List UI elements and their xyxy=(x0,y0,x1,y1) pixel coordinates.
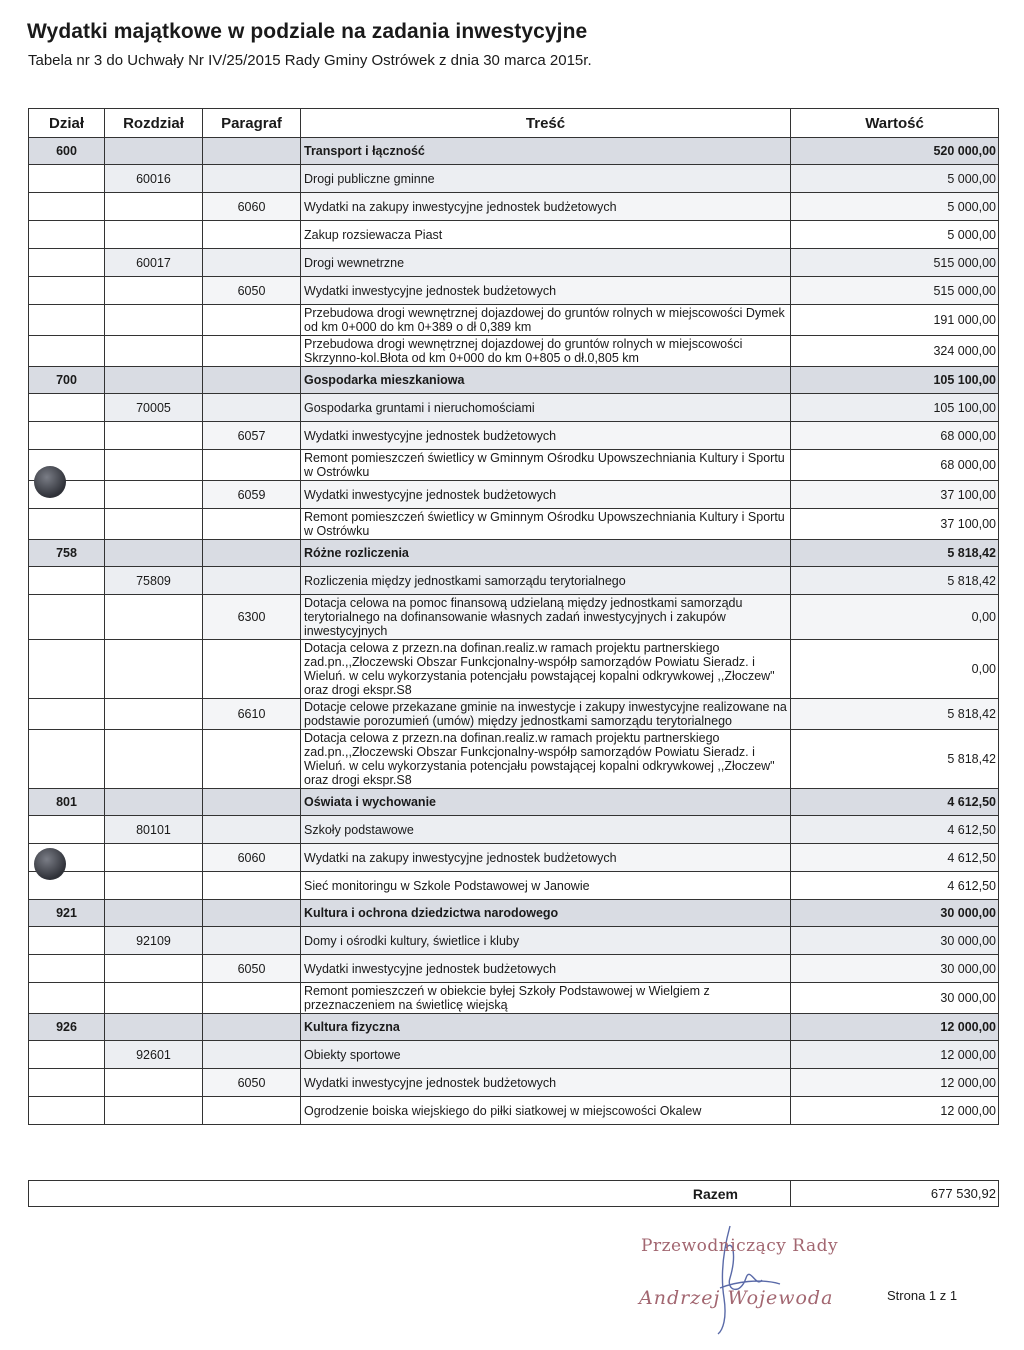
empty-cell xyxy=(203,540,301,567)
empty-cell xyxy=(105,595,203,640)
empty-cell xyxy=(105,138,203,165)
row-description: Sieć monitoringu w Szkole Podstawowej w Janowie xyxy=(301,872,791,900)
header-tresc: Treść xyxy=(301,109,791,138)
row-value: 5 818,42 xyxy=(791,730,999,789)
row-description: Kultura fizyczna xyxy=(301,1014,791,1041)
empty-cell xyxy=(203,138,301,165)
empty-cell xyxy=(203,249,301,277)
table-row xyxy=(29,730,999,789)
empty-cell xyxy=(203,900,301,927)
empty-cell xyxy=(29,221,105,249)
row-value: 12 000,00 xyxy=(791,1069,999,1097)
empty-cell xyxy=(105,450,203,481)
total-table xyxy=(28,1180,999,1207)
empty-cell xyxy=(29,336,105,367)
rozdzial-code: 70005 xyxy=(105,394,203,422)
header-wartosc: Wartość xyxy=(791,109,999,138)
header-dzial: Dział xyxy=(29,109,105,138)
row-description: Ogrodzenie boiska wiejskiego do piłki siatkowej w miejscowości Okalew xyxy=(301,1097,791,1125)
paragraf-code: 6050 xyxy=(203,277,301,305)
row-value: 191 000,00 xyxy=(791,305,999,336)
row-value: 30 000,00 xyxy=(791,900,999,927)
empty-cell xyxy=(203,789,301,816)
dzial-code: 700 xyxy=(29,367,105,394)
row-description: Wydatki na zakupy inwestycyjne jednostek budżetowych xyxy=(301,193,791,221)
empty-cell xyxy=(105,699,203,730)
empty-cell xyxy=(203,983,301,1014)
table-row xyxy=(29,249,999,277)
page-number: Strona 1 z 1 xyxy=(887,1288,958,1303)
empty-cell xyxy=(105,1069,203,1097)
empty-cell xyxy=(203,730,301,789)
empty-cell xyxy=(105,305,203,336)
paragraf-code: 6060 xyxy=(203,193,301,221)
row-description: Dotacja celowa z przezn.na dofinan.realiz.w ramach projektu partnerskiego zad.pn.,,Złoczewski Obszar Funkcjonalny-współp samorządów Powiatu Sieradz. i Wieluń. w celu wykorzystania potencjału powstającej kopalni odkrywkowej ,,Złoczew" oraz drogi ekspr.S8 xyxy=(301,730,791,789)
row-description: Remont pomieszczeń świetlicy w Gminnym Ośrodku Upowszechniania Kultury i Sportu w Ostrówku xyxy=(301,509,791,540)
table-row xyxy=(29,640,999,699)
table-row xyxy=(29,394,999,422)
table-row xyxy=(29,1041,999,1069)
dzial-code: 921 xyxy=(29,900,105,927)
row-description: Remont pomieszczeń świetlicy w Gminnym Ośrodku Upowszechniania Kultury i Sportu w Ostrówku xyxy=(301,450,791,481)
dzial-code: 600 xyxy=(29,138,105,165)
table-row xyxy=(29,1014,999,1041)
table-row xyxy=(29,1069,999,1097)
empty-cell xyxy=(29,567,105,595)
rozdzial-code: 60017 xyxy=(105,249,203,277)
empty-cell xyxy=(203,221,301,249)
paragraf-code: 6060 xyxy=(203,844,301,872)
table-row xyxy=(29,481,999,509)
document-subtitle: Tabela nr 3 do Uchwały Nr IV/25/2015 Rady Gminy Ostrówek z dnia 30 marca 2015r. xyxy=(28,52,592,69)
empty-cell xyxy=(29,1069,105,1097)
signature-name: Andrzej Wojewoda xyxy=(639,1287,834,1309)
row-description: Rozliczenia między jednostkami samorządu terytorialnego xyxy=(301,567,791,595)
row-description: Wydatki inwestycyjne jednostek budżetowych xyxy=(301,1069,791,1097)
table-header-row xyxy=(29,109,999,138)
row-description: Dotacje celowe przekazane gminie na inwestycje i zakupy inwestycyjne realizowane na podstawie porozumień (umów) między jednostkami samorządu terytorialnego xyxy=(301,699,791,730)
empty-cell xyxy=(105,640,203,699)
empty-cell xyxy=(29,193,105,221)
row-value: 4 612,50 xyxy=(791,872,999,900)
empty-cell xyxy=(203,640,301,699)
rozdzial-code: 92109 xyxy=(105,927,203,955)
row-value: 105 100,00 xyxy=(791,367,999,394)
row-value: 30 000,00 xyxy=(791,955,999,983)
paragraf-code: 6050 xyxy=(203,955,301,983)
table-row xyxy=(29,983,999,1014)
row-value: 30 000,00 xyxy=(791,927,999,955)
row-value: 5 818,42 xyxy=(791,540,999,567)
table-row xyxy=(29,277,999,305)
empty-cell xyxy=(203,1041,301,1069)
empty-cell xyxy=(105,1014,203,1041)
empty-cell xyxy=(105,221,203,249)
rozdzial-code: 60016 xyxy=(105,165,203,193)
row-description: Drogi wewnetrzne xyxy=(301,249,791,277)
empty-cell xyxy=(105,509,203,540)
row-description: Wydatki inwestycyjne jednostek budżetowych xyxy=(301,277,791,305)
empty-cell xyxy=(105,789,203,816)
table-row xyxy=(29,221,999,249)
empty-cell xyxy=(203,1014,301,1041)
table-row xyxy=(29,1097,999,1125)
row-description: Wydatki inwestycyjne jednostek budżetowych xyxy=(301,481,791,509)
table-row xyxy=(29,844,999,872)
row-value: 4 612,50 xyxy=(791,816,999,844)
table-row xyxy=(29,305,999,336)
budget-table xyxy=(28,108,999,1125)
row-value: 30 000,00 xyxy=(791,983,999,1014)
row-description: Zakup rozsiewacza Piast xyxy=(301,221,791,249)
row-description: Wydatki na zakupy inwestycyjne jednostek budżetowych xyxy=(301,844,791,872)
empty-cell xyxy=(203,816,301,844)
row-description: Wydatki inwestycyjne jednostek budżetowych xyxy=(301,422,791,450)
table-row xyxy=(29,699,999,730)
empty-cell xyxy=(29,595,105,640)
table-row xyxy=(29,422,999,450)
dzial-code: 801 xyxy=(29,789,105,816)
empty-cell xyxy=(29,277,105,305)
empty-cell xyxy=(203,509,301,540)
table-row xyxy=(29,367,999,394)
rozdzial-code: 75809 xyxy=(105,567,203,595)
empty-cell xyxy=(29,165,105,193)
header-rozdzial: Rozdział xyxy=(105,109,203,138)
row-description: Kultura i ochrona dziedzictwa narodowego xyxy=(301,900,791,927)
row-value: 105 100,00 xyxy=(791,394,999,422)
row-value: 12 000,00 xyxy=(791,1014,999,1041)
row-value: 515 000,00 xyxy=(791,277,999,305)
table-row xyxy=(29,138,999,165)
empty-cell xyxy=(203,927,301,955)
dzial-code: 758 xyxy=(29,540,105,567)
row-value: 5 000,00 xyxy=(791,165,999,193)
empty-cell xyxy=(203,567,301,595)
table-row xyxy=(29,450,999,481)
empty-cell xyxy=(105,277,203,305)
total-label: Razem xyxy=(29,1181,791,1207)
row-description: Transport i łączność xyxy=(301,138,791,165)
table-row xyxy=(29,336,999,367)
empty-cell xyxy=(105,900,203,927)
total-value: 677 530,92 xyxy=(791,1181,999,1207)
empty-cell xyxy=(29,955,105,983)
header-paragraf: Paragraf xyxy=(203,109,301,138)
row-value: 0,00 xyxy=(791,640,999,699)
row-description: Dotacja celowa na pomoc finansową udzielaną między jednostkami samorządu terytorialnego na dofinansowanie własnych zadań inwestycyjnych i zakupów inwestycyjnych xyxy=(301,595,791,640)
rozdzial-code: 80101 xyxy=(105,816,203,844)
document-title: Wydatki majątkowe w podziale na zadania inwestycyjne xyxy=(27,20,588,43)
empty-cell xyxy=(29,422,105,450)
table-row xyxy=(29,509,999,540)
row-value: 4 612,50 xyxy=(791,789,999,816)
punch-hole-mark xyxy=(34,466,66,498)
row-value: 37 100,00 xyxy=(791,481,999,509)
empty-cell xyxy=(105,730,203,789)
row-value: 324 000,00 xyxy=(791,336,999,367)
row-value: 12 000,00 xyxy=(791,1041,999,1069)
budget-table-body xyxy=(29,138,999,1125)
row-description: Przebudowa drogi wewnętrznej dojazdowej do gruntów rolnych w miejscowości Skrzynno-kol.Błota od km 0+000 do km 0+805 o dł.0,805 km xyxy=(301,336,791,367)
row-description: Gospodarka mieszkaniowa xyxy=(301,367,791,394)
row-description: Różne rozliczenia xyxy=(301,540,791,567)
row-description: Oświata i wychowanie xyxy=(301,789,791,816)
empty-cell xyxy=(203,165,301,193)
empty-cell xyxy=(29,249,105,277)
empty-cell xyxy=(29,394,105,422)
empty-cell xyxy=(203,305,301,336)
empty-cell xyxy=(29,509,105,540)
row-description: Domy i ośrodki kultury, świetlice i kluby xyxy=(301,927,791,955)
dzial-code: 926 xyxy=(29,1014,105,1041)
paragraf-code: 6300 xyxy=(203,595,301,640)
empty-cell xyxy=(105,540,203,567)
empty-cell xyxy=(29,1041,105,1069)
row-value: 5 818,42 xyxy=(791,567,999,595)
empty-cell xyxy=(105,872,203,900)
row-description: Remont pomieszczeń w obiekcie byłej Szkoły Podstawowej w Wielgiem z przeznaczeniem na świetlicę wiejską xyxy=(301,983,791,1014)
table-row xyxy=(29,595,999,640)
paragraf-code: 6057 xyxy=(203,422,301,450)
row-description: Wydatki inwestycyjne jednostek budżetowych xyxy=(301,955,791,983)
empty-cell xyxy=(203,367,301,394)
row-value: 68 000,00 xyxy=(791,422,999,450)
empty-cell xyxy=(203,872,301,900)
table-row xyxy=(29,193,999,221)
empty-cell xyxy=(29,699,105,730)
punch-hole-mark xyxy=(34,848,66,880)
table-row xyxy=(29,816,999,844)
table-row xyxy=(29,789,999,816)
row-value: 515 000,00 xyxy=(791,249,999,277)
table-row xyxy=(29,955,999,983)
row-value: 5 000,00 xyxy=(791,193,999,221)
empty-cell xyxy=(29,1097,105,1125)
empty-cell xyxy=(105,422,203,450)
table-row xyxy=(29,567,999,595)
row-description: Przebudowa drogi wewnętrznej dojazdowej do gruntów rolnych w miejscowości Dymek od km 0+000 do km 0+389 o dł 0,389 km xyxy=(301,305,791,336)
row-description: Obiekty sportowe xyxy=(301,1041,791,1069)
table-row xyxy=(29,927,999,955)
empty-cell xyxy=(203,394,301,422)
row-description: Gospodarka gruntami i nieruchomościami xyxy=(301,394,791,422)
row-description: Drogi publiczne gminne xyxy=(301,165,791,193)
paragraf-code: 6059 xyxy=(203,481,301,509)
empty-cell xyxy=(105,336,203,367)
table-row xyxy=(29,540,999,567)
empty-cell xyxy=(105,193,203,221)
row-value: 4 612,50 xyxy=(791,844,999,872)
empty-cell xyxy=(105,481,203,509)
empty-cell xyxy=(29,640,105,699)
empty-cell xyxy=(29,927,105,955)
row-value: 520 000,00 xyxy=(791,138,999,165)
total-row xyxy=(29,1181,999,1207)
empty-cell xyxy=(203,336,301,367)
paragraf-code: 6050 xyxy=(203,1069,301,1097)
empty-cell xyxy=(29,730,105,789)
empty-cell xyxy=(105,367,203,394)
empty-cell xyxy=(105,844,203,872)
row-value: 5 000,00 xyxy=(791,221,999,249)
empty-cell xyxy=(29,816,105,844)
table-row xyxy=(29,900,999,927)
row-description: Szkoły podstawowe xyxy=(301,816,791,844)
empty-cell xyxy=(203,450,301,481)
empty-cell xyxy=(29,305,105,336)
empty-cell xyxy=(105,955,203,983)
table-row xyxy=(29,872,999,900)
row-value: 12 000,00 xyxy=(791,1097,999,1125)
empty-cell xyxy=(105,983,203,1014)
row-value: 5 818,42 xyxy=(791,699,999,730)
row-value: 37 100,00 xyxy=(791,509,999,540)
signature-title: Przewodniczący Rady xyxy=(641,1236,839,1256)
empty-cell xyxy=(29,983,105,1014)
row-value: 0,00 xyxy=(791,595,999,640)
paragraf-code: 6610 xyxy=(203,699,301,730)
table-row xyxy=(29,165,999,193)
row-value: 68 000,00 xyxy=(791,450,999,481)
empty-cell xyxy=(203,1097,301,1125)
row-description: Dotacja celowa z przezn.na dofinan.realiz.w ramach projektu partnerskiego zad.pn.,,Złoczewski Obszar Funkcjonalny-współp samorządów Powiatu Sieradz. i Wieluń. w celu wykorzystania potencjału powstającej kopalni odkrywkowej ,,Złoczew" oraz drogi ekspr.S8 xyxy=(301,640,791,699)
empty-cell xyxy=(105,1097,203,1125)
rozdzial-code: 92601 xyxy=(105,1041,203,1069)
